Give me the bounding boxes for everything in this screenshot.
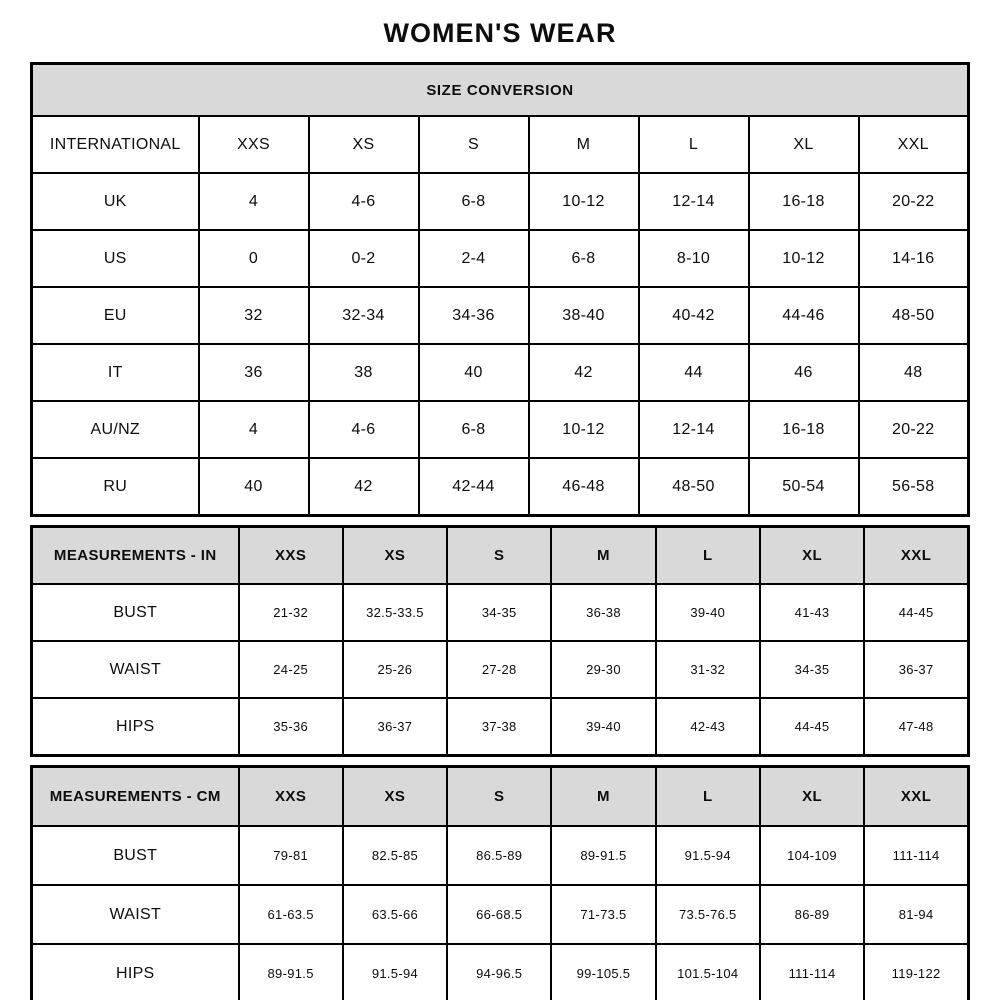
table-cell: 20-22 — [859, 173, 969, 230]
table-cell: 44-46 — [749, 287, 859, 344]
table-cell: 32-34 — [309, 287, 419, 344]
table-cell: 42-43 — [656, 698, 760, 756]
table-cell: 42 — [529, 344, 639, 401]
table-cell: 111-114 — [864, 826, 968, 885]
table-cell: 10-12 — [529, 401, 639, 458]
table-cell: 21-32 — [239, 584, 343, 641]
table-cell: 89-91.5 — [551, 826, 655, 885]
table-cell: 86.5-89 — [447, 826, 551, 885]
table-cell: 63.5-66 — [343, 885, 447, 944]
column-header-xxs: XXS — [239, 527, 343, 585]
table-cell: 34-36 — [419, 287, 529, 344]
column-header-xs: XS — [343, 527, 447, 585]
table-cell: 79-81 — [239, 826, 343, 885]
row-label: IT — [32, 344, 199, 401]
table-cell: 29-30 — [551, 641, 655, 698]
column-header-xxs: XXS — [239, 767, 343, 827]
table-cell: 6-8 — [419, 401, 529, 458]
table-cell: 12-14 — [639, 401, 749, 458]
row-label: HIPS — [32, 698, 239, 756]
table-cell: 16-18 — [749, 173, 859, 230]
table-cell: 16-18 — [749, 401, 859, 458]
table-row-waist — [32, 885, 969, 944]
table-cell: 25-26 — [343, 641, 447, 698]
table-cell: 24-25 — [239, 641, 343, 698]
column-header-xl: XL — [760, 767, 864, 827]
table-banner-row — [32, 64, 969, 117]
table-row-hips — [32, 698, 969, 756]
table-row-bust — [32, 584, 969, 641]
table-cell: 41-43 — [760, 584, 864, 641]
column-header-xl: XL — [760, 527, 864, 585]
column-header-xxl: XXL — [864, 767, 968, 827]
row-label: UK — [32, 173, 199, 230]
table-cell: 36 — [199, 344, 309, 401]
measurements-in-header: MEASUREMENTS - IN — [32, 527, 239, 585]
table-cell: 46 — [749, 344, 859, 401]
table-cell: 48-50 — [859, 287, 969, 344]
table-cell: 44-45 — [864, 584, 968, 641]
row-label: WAIST — [32, 885, 239, 944]
table-cell: 10-12 — [529, 173, 639, 230]
table-cell: 48-50 — [639, 458, 749, 516]
table-cell: 104-109 — [760, 826, 864, 885]
table-row-bust — [32, 826, 969, 885]
table-cell: 36-38 — [551, 584, 655, 641]
table-cell: 99-105.5 — [551, 944, 655, 1000]
table-cell: 81-94 — [864, 885, 968, 944]
table-cell: 48 — [859, 344, 969, 401]
table-cell: 32 — [199, 287, 309, 344]
table-cell: 40 — [419, 344, 529, 401]
table-cell: 0 — [199, 230, 309, 287]
measurements-in-table — [30, 525, 970, 757]
column-header-l: L — [639, 116, 749, 173]
row-label: HIPS — [32, 944, 239, 1000]
table-header-row — [32, 767, 969, 827]
table-cell: 14-16 — [859, 230, 969, 287]
table-cell: 50-54 — [749, 458, 859, 516]
table-cell: 40 — [199, 458, 309, 516]
table-row-aunz — [32, 401, 969, 458]
table-cell: 4 — [199, 173, 309, 230]
size-conversion-header: SIZE CONVERSION — [32, 64, 969, 117]
column-header-international: INTERNATIONAL — [32, 116, 199, 173]
table-cell: 82.5-85 — [343, 826, 447, 885]
row-label: RU — [32, 458, 199, 516]
table-cell: 71-73.5 — [551, 885, 655, 944]
table-cell: 37-38 — [447, 698, 551, 756]
column-header-xs: XS — [309, 116, 419, 173]
column-header-l: L — [656, 767, 760, 827]
table-cell: 44-45 — [760, 698, 864, 756]
column-header-xs: XS — [343, 767, 447, 827]
table-cell: 8-10 — [639, 230, 749, 287]
table-row-hips — [32, 944, 969, 1000]
table-cell: 73.5-76.5 — [656, 885, 760, 944]
table-cell: 36-37 — [343, 698, 447, 756]
table-row-it — [32, 344, 969, 401]
table-row-waist — [32, 641, 969, 698]
table-cell: 42 — [309, 458, 419, 516]
table-cell: 4 — [199, 401, 309, 458]
column-header-m: M — [529, 116, 639, 173]
column-header-xxl: XXL — [859, 116, 969, 173]
table-cell: 91.5-94 — [656, 826, 760, 885]
table-cell: 35-36 — [239, 698, 343, 756]
row-label: EU — [32, 287, 199, 344]
row-label: BUST — [32, 826, 239, 885]
table-cell: 91.5-94 — [343, 944, 447, 1000]
row-label: AU/NZ — [32, 401, 199, 458]
column-header-s: S — [447, 527, 551, 585]
table-cell: 86-89 — [760, 885, 864, 944]
column-header-s: S — [419, 116, 529, 173]
column-header-s: S — [447, 767, 551, 827]
table-cell: 44 — [639, 344, 749, 401]
table-cell: 101.5-104 — [656, 944, 760, 1000]
table-cell: 111-114 — [760, 944, 864, 1000]
table-cell: 27-28 — [447, 641, 551, 698]
size-conversion-table — [30, 62, 970, 517]
table-cell: 38 — [309, 344, 419, 401]
table-cell: 12-14 — [639, 173, 749, 230]
column-header-xxl: XXL — [864, 527, 968, 585]
table-cell: 89-91.5 — [239, 944, 343, 1000]
table-cell: 47-48 — [864, 698, 968, 756]
table-cell: 38-40 — [529, 287, 639, 344]
column-header-xl: XL — [749, 116, 859, 173]
table-row-uk — [32, 173, 969, 230]
table-row-eu — [32, 287, 969, 344]
table-cell: 10-12 — [749, 230, 859, 287]
table-cell: 0-2 — [309, 230, 419, 287]
table-cell: 94-96.5 — [447, 944, 551, 1000]
table-cell: 36-37 — [864, 641, 968, 698]
measurements-cm-table — [30, 765, 970, 1000]
row-label: US — [32, 230, 199, 287]
table-cell: 39-40 — [551, 698, 655, 756]
table-header-row — [32, 116, 969, 173]
table-cell: 39-40 — [656, 584, 760, 641]
table-cell: 119-122 — [864, 944, 968, 1000]
table-row-us — [32, 230, 969, 287]
row-label: WAIST — [32, 641, 239, 698]
column-header-l: L — [656, 527, 760, 585]
table-cell: 20-22 — [859, 401, 969, 458]
table-cell: 4-6 — [309, 173, 419, 230]
table-cell: 6-8 — [529, 230, 639, 287]
table-cell: 46-48 — [529, 458, 639, 516]
table-cell: 32.5-33.5 — [343, 584, 447, 641]
page-title: WOMEN'S WEAR — [383, 18, 617, 48]
column-header-m: M — [551, 767, 655, 827]
table-cell: 66-68.5 — [447, 885, 551, 944]
table-cell: 61-63.5 — [239, 885, 343, 944]
table-row-ru — [32, 458, 969, 516]
table-cell: 56-58 — [859, 458, 969, 516]
column-header-m: M — [551, 527, 655, 585]
table-cell: 34-35 — [447, 584, 551, 641]
table-cell: 6-8 — [419, 173, 529, 230]
measurements-cm-header: MEASUREMENTS - CM — [32, 767, 239, 827]
table-cell: 2-4 — [419, 230, 529, 287]
table-cell: 34-35 — [760, 641, 864, 698]
column-header-xxs: XXS — [199, 116, 309, 173]
table-cell: 42-44 — [419, 458, 529, 516]
table-header-row — [32, 527, 969, 585]
table-cell: 31-32 — [656, 641, 760, 698]
table-cell: 4-6 — [309, 401, 419, 458]
table-cell: 40-42 — [639, 287, 749, 344]
row-label: BUST — [32, 584, 239, 641]
